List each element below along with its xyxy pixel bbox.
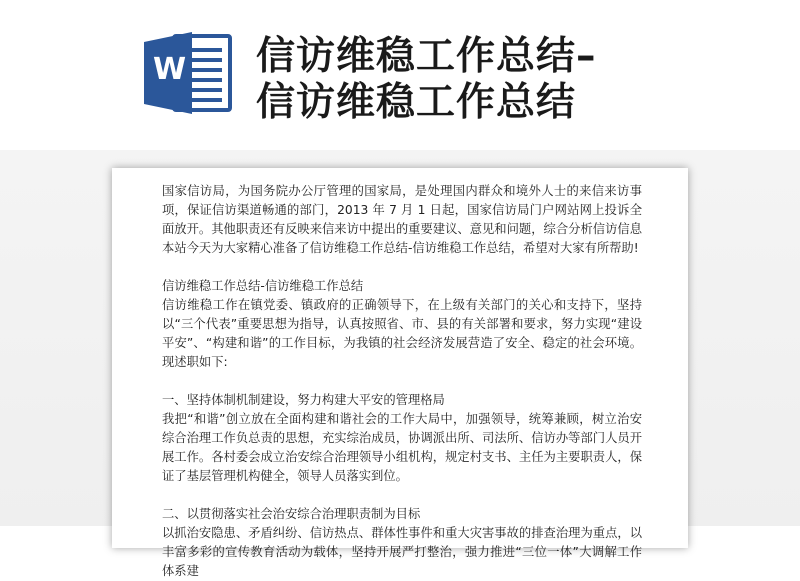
word-icon-letter: W — [153, 52, 187, 87]
section-heading-1: 一、坚持体制机制建设，努力构建大平安的管理格局 — [162, 393, 445, 407]
section-body-2: 以抓治安隐患、矛盾纠纷、信访热点、群体性事件和重大灾害事故的排查治理为重点，以丰富多彩的宣传教育活动为载体，坚持开展严打整治，强力推进“三位一体”大调解工作体系建 — [162, 526, 642, 578]
section-heading-2: 二、以贯彻落实社会治安综合治理职责制为目标 — [162, 507, 421, 521]
paragraph-subtitle: 信访维稳工作总结-信访维稳工作总结 — [162, 279, 364, 293]
title-line-2: 信访维稳工作总结 — [256, 80, 577, 125]
header-banner — [0, 0, 800, 150]
word-document-icon — [142, 30, 234, 116]
title-line-1: 信访维稳工作总结– — [256, 34, 597, 79]
paragraph-intro: 国家信访局，为国务院办公厅管理的国家局，是处理国内群众和境外人士的来信来访事项，保证信访渠道畅通的部门，2013 年 7 月 1 日起，国家信访局门户网站网上投诉全面放开。其他职责还有反映来信来访中提出的重要建议、意见和问题，综合分析信访信息本站今天为大家精心准备了信访维稳工作总结-信访维稳工作总结，希望对大家有所帮助! — [162, 184, 642, 255]
page-title — [256, 34, 786, 126]
paragraph-summary: 信访维稳工作在镇党委、镇政府的正确领导下，在上级有关部门的关心和支持下，坚持以“三个代表”重要思想为指导，认真按照省、市、县的有关部署和要求，努力实现“建设平安”、“构建和谐”的工作目标，为我镇的社会经济发展营造了安全、稳定的社会环境。现述职如下: — [162, 298, 642, 369]
document-body — [162, 182, 642, 581]
section-body-1: 我把“和谐”创立放在全面构建和谐社会的工作大局中，加强领导，统筹兼顾，树立治安综合治理工作负总责的思想，充实综治成员，协调派出所、司法所、信访办等部门人员开展工作。各村委会成立治安综合治理领导小组机构，规定村支书、主任为主要职责人，保证了基层管理机构健全，领导人员落实到位。 — [162, 412, 642, 483]
